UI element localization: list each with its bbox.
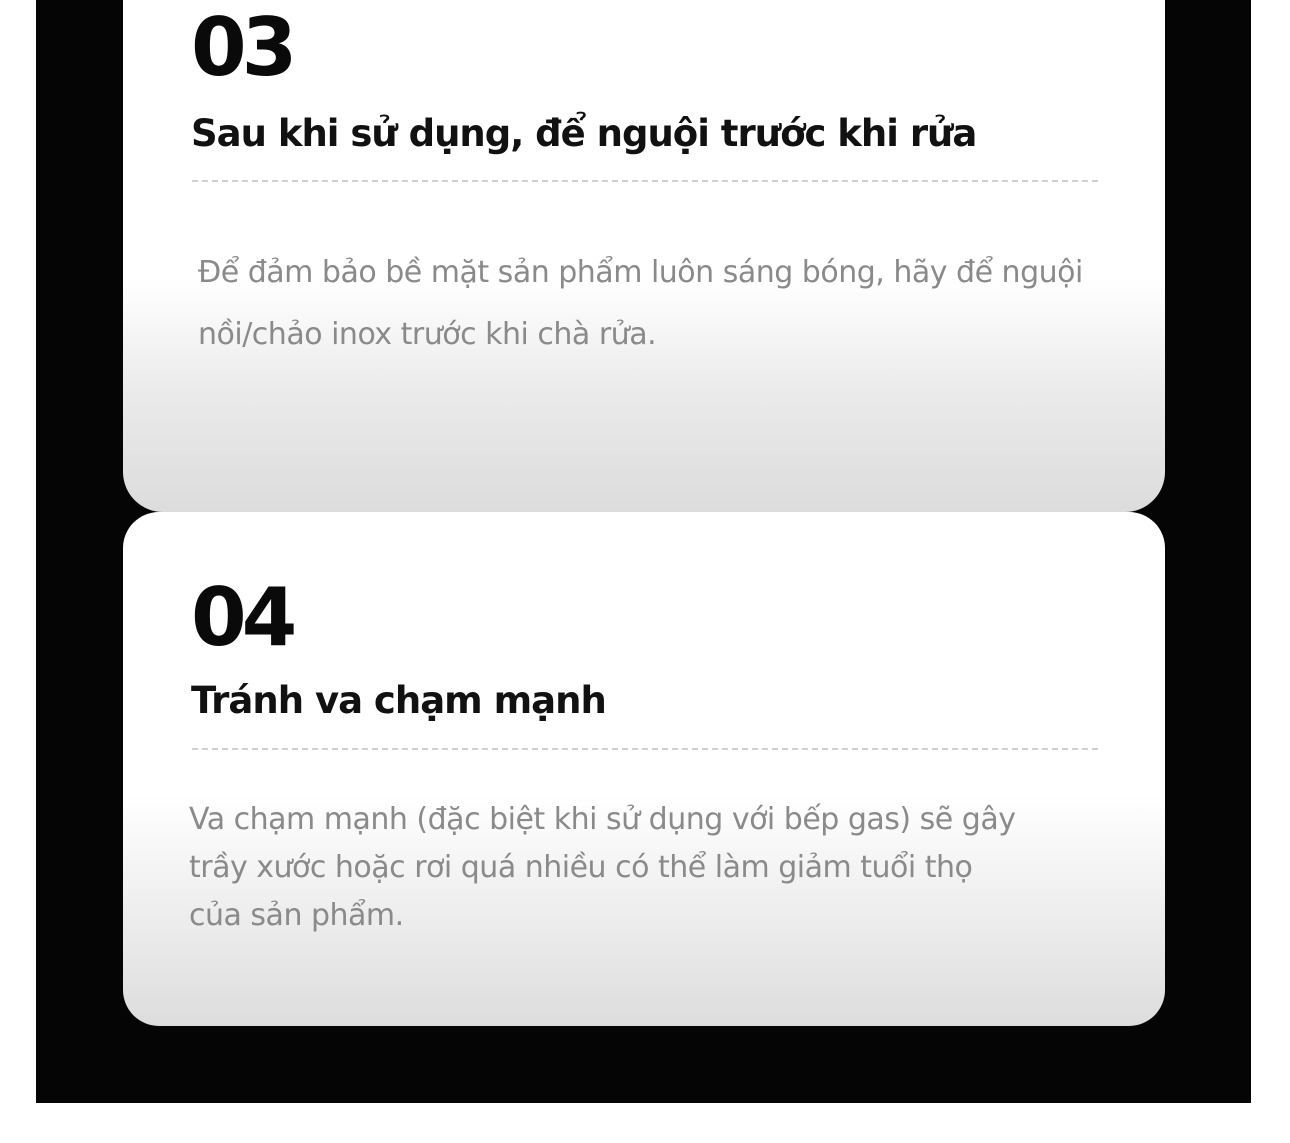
step-description: Va chạm mạnh (đặc biệt khi sử dụng với bếp gas) sẽ gây trầy xước hoặc rơi quá nhiều có thể làm giảm tuổi thọ của sản phẩm. <box>189 802 1016 933</box>
dashed-divider <box>192 180 1098 182</box>
step-description: Để đảm bảo bề mặt sản phẩm luôn sáng bóng, hãy để nguội nồi/chảo inox trước khi chà rửa. <box>198 255 1083 352</box>
step-number: 03 <box>191 1 293 94</box>
step-number: 04 <box>191 571 293 664</box>
care-tip-card-03 <box>123 0 1165 512</box>
step-title: Tránh va chạm mạnh <box>191 679 606 722</box>
dashed-divider <box>192 748 1098 750</box>
care-tip-card-04 <box>123 512 1165 1026</box>
step-title: Sau khi sử dụng, để nguội trước khi rửa <box>191 112 977 155</box>
